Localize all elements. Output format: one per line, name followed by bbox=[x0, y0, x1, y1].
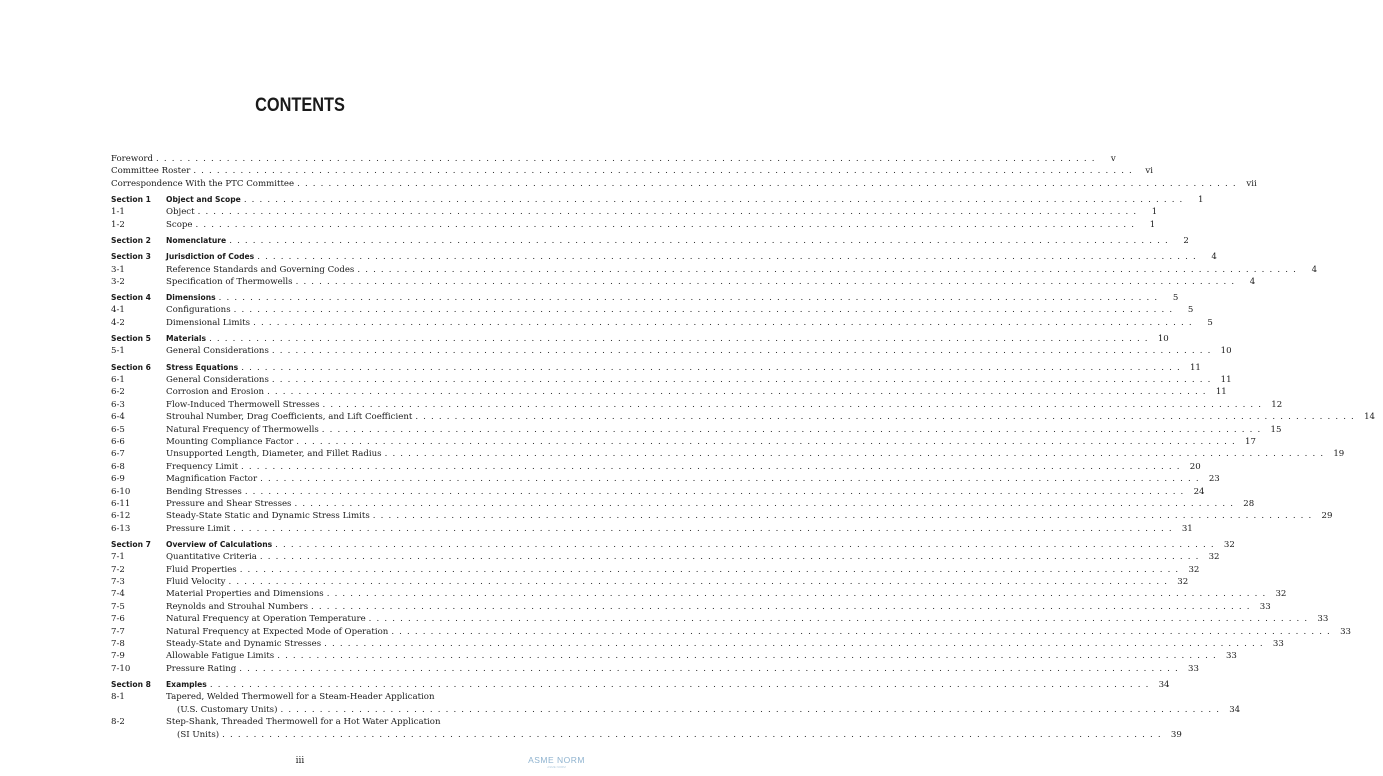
dot-leader: . . . . . . . . . . . . . . . . . . . . . . . . . . . . . . . . . . . . . . . . . . . . . . . . . . . . . . . . . . . . . . . . . . . . . . . . . . . . . . . . . . . . . . . . . . . . . . . . . . . . . . . . . . . . . . . . . . . . . . . . bbox=[195, 219, 1136, 230]
toc-entry[interactable] bbox=[111, 498, 1255, 510]
toc-entry-page: 4 bbox=[1211, 252, 1217, 263]
toc-entry-title: General Considerations bbox=[166, 375, 269, 386]
toc-entry-title: Step-Shank, Threaded Thermowell for a Hot Water Application bbox=[166, 717, 441, 728]
toc-entry[interactable] bbox=[111, 486, 1205, 498]
toc-entry-page: 10 bbox=[1220, 346, 1232, 357]
page-number: iii bbox=[295, 756, 305, 766]
dot-leader: . . . . . . . . . . . . . . . . . . . . . . . . . . . . . . . . . . . . . . . . . . . . . . . . . . . . . . . . . . . . . . . . . . . . . . . . . . . . . . . . . . . . . . . . . . . . . . . . . . . . . . . . . . . . . . . . . . . . . . . . bbox=[277, 651, 1217, 662]
toc-entry-page: 39 bbox=[1170, 729, 1182, 740]
toc-entry-page: 33 bbox=[1259, 601, 1271, 612]
toc-entry-title: Overview of Calculations bbox=[166, 539, 273, 549]
toc-entry-page: 33 bbox=[1272, 639, 1284, 650]
toc-entry-page: 11 bbox=[1215, 387, 1227, 398]
toc-entry-page: vi bbox=[1145, 166, 1153, 177]
toc-entry-title: Configurations bbox=[166, 305, 231, 316]
watermark-text: ASME NORM bbox=[528, 755, 585, 765]
toc-entry-page: 1 bbox=[1198, 194, 1204, 205]
page-title: CONTENTS bbox=[255, 95, 345, 116]
toc-entry-number: 7-9 bbox=[111, 651, 125, 662]
toc-entry-page: 2 bbox=[1183, 235, 1189, 246]
dot-leader: . . . . . . . . . . . . . . . . . . . . . . . . . . . . . . . . . . . . . . . . . . . . . . . . . . . . . . . . . . . . . . . . . . . . . . . . . . . . . . . . . . . . . . . . . . . . . . . . . . . . . . . . . . . . . . . . . . . . . . . . bbox=[257, 252, 1197, 263]
toc-entry-title: Scope bbox=[166, 219, 193, 230]
toc-entry-title: Dimensions bbox=[166, 293, 216, 303]
toc-entry-number: 8-2 bbox=[111, 717, 125, 728]
toc-entry-title: Natural Frequency of Thermowells bbox=[166, 424, 319, 435]
toc-entry-page: 14 bbox=[1364, 412, 1375, 423]
toc-entry-title: General Considerations bbox=[166, 346, 269, 357]
toc-entry-page: 17 bbox=[1245, 436, 1256, 447]
dot-leader: . . . . . . . . . . . . . . . . . . . . . . . . . . . . . . . . . . . . . . . . . . . . . . . . . . . . . . . . . . . . . . . . . . . . . . . . . . . . . . . . . . . . . . . . . . . . . . . . . . . . . . . . . . . . . . . . . . . . . . . . bbox=[259, 552, 1200, 563]
toc-entry-number: 6-5 bbox=[111, 424, 125, 435]
dot-leader: . . . . . . . . . . . . . . . . . . . . . . . . . . . . . . . . . . . . . . . . . . . . . . . . . . . . . . . . . . . . . . . . . . . . . . . . . . . . . . . . . . . . . . . . . . . . . . . . . . . . . . . . . . . . . . . . . . . . . . . . bbox=[241, 461, 1181, 472]
toc-entry-title: Quantitative Criteria bbox=[166, 552, 257, 563]
toc-entry-title: (U.S. Customary Units) bbox=[177, 704, 278, 715]
toc-entry-number: Section 6 bbox=[111, 362, 151, 372]
toc-entry-title: Correspondence With the PTC Committee bbox=[111, 178, 295, 189]
toc-entry-page: 11 bbox=[1189, 362, 1201, 373]
toc-entry-page: 34 bbox=[1158, 680, 1170, 690]
toc-entry[interactable] bbox=[111, 374, 1232, 386]
toc-entry-title: Committee Roster bbox=[111, 166, 191, 177]
toc-entry-page: 32 bbox=[1208, 552, 1220, 563]
toc-entry-page: 32 bbox=[1188, 564, 1200, 575]
toc-entry[interactable] bbox=[111, 153, 1116, 165]
toc-entry-page: 15 bbox=[1270, 424, 1282, 435]
toc-entry[interactable] bbox=[111, 399, 1283, 411]
dot-leader: . . . . . . . . . . . . . . . . . . . . . . . . . . . . . . . . . . . . . . . . . . . . . . . . . . . . . . . . . . . . . . . . . . . . . . . . . . . . . . . . . . . . . . . . . . . . . . . . . . . . . . . . . . . . . . . . . . . . . . . . bbox=[296, 436, 1236, 447]
toc-entry[interactable] bbox=[111, 461, 1201, 473]
toc-entry[interactable] bbox=[111, 333, 1169, 345]
toc-entry-number: 7-5 bbox=[111, 601, 125, 612]
toc-entry-number: 5-1 bbox=[111, 346, 125, 357]
toc-entry-title: Pressure and Shear Stresses bbox=[166, 498, 292, 509]
toc-entry-page: 34 bbox=[1229, 704, 1241, 715]
toc-entry-number: 7-10 bbox=[111, 663, 131, 674]
toc-entry-page: vii bbox=[1246, 178, 1257, 189]
toc-entry-number: 6-2 bbox=[111, 387, 125, 398]
toc-entry-title: Specification of Thermowells bbox=[166, 276, 293, 287]
toc-entry[interactable] bbox=[111, 317, 1213, 329]
toc-entry[interactable] bbox=[111, 510, 1333, 522]
dot-leader: . . . . . . . . . . . . . . . . . . . . . . . . . . . . . . . . . . . . . . . . . . . . . . . . . . . . . . . . . . . . . . . . . . . . . . . . . . . . . . . . . . . . . . . . . . . . . . . . . . . . . . . . . . . . . . . . . . . . . . . . bbox=[239, 663, 1179, 674]
toc-entry-page: 19 bbox=[1333, 449, 1345, 460]
toc-entry-number: 6-4 bbox=[111, 412, 125, 423]
toc-entry[interactable] bbox=[111, 539, 1235, 551]
dot-leader: . . . . . . . . . . . . . . . . . . . . . . . . . . . . . . . . . . . . . . . . . . . . . . . . . . . . . . . . . . . . . . . . . . . . . . . . . . . . . . . . . . . . . . . . . . . . . . . . . . . . . . . . . . . . . . . . . . . . . . . . bbox=[280, 704, 1221, 715]
toc-entry-number: Section 5 bbox=[111, 334, 151, 344]
toc-entry-page: 1 bbox=[1151, 207, 1158, 218]
toc-entry-title: Materials bbox=[166, 334, 207, 344]
dot-leader: . . . . . . . . . . . . . . . . . . . . . . . . . . . . . . . . . . . . . . . . . . . . . . . . . . . . . . . . . . . . . . . . . . . . . . . . . . . . . . . . . . . . . . . . . . . . . . . . . . . . . . . . . . . . . . . . . . . . . . . . bbox=[244, 486, 1185, 497]
toc-entry[interactable] bbox=[111, 178, 1257, 190]
dot-leader: . . . . . . . . . . . . . . . . . . . . . . . . . . . . . . . . . . . . . . . . . . . . . . . . . . . . . . . . . . . . . . . . . . . . . . . . . . . . . . . . . . . . . . . . . . . . . . . . . . . . . . . . . . . . . . . . . . . . . . . . bbox=[229, 235, 1169, 246]
toc-entry[interactable] bbox=[111, 601, 1271, 613]
toc-entry[interactable] bbox=[111, 679, 1170, 691]
toc-entry[interactable] bbox=[111, 362, 1201, 374]
toc-entry[interactable] bbox=[111, 716, 512, 728]
dot-leader: . . . . . . . . . . . . . . . . . . . . . . . . . . . . . . . . . . . . . . . . . . . . . . . . . . . . . . . . . . . . . . . . . . . . . . . . . . . . . . . . . . . . . . . . . . . . . . . . . . . . . . . . . . . . . . . . . . . . . . . . bbox=[197, 207, 1138, 218]
toc-entry-number: 4-2 bbox=[111, 317, 125, 328]
toc-entry[interactable] bbox=[111, 729, 1182, 741]
toc-entry-title: Fluid Velocity bbox=[166, 577, 226, 588]
toc-entry-number: 6-8 bbox=[111, 461, 125, 472]
toc-entry[interactable] bbox=[111, 473, 1220, 485]
toc-entry-title: Reference Standards and Governing Codes bbox=[166, 264, 355, 275]
toc-entry[interactable] bbox=[111, 663, 1199, 675]
toc-entry-page: 5 bbox=[1187, 305, 1194, 316]
toc-entry-title: Object and Scope bbox=[166, 194, 241, 204]
dot-leader: . . . . . . . . . . . . . . . . . . . . . . . . . . . . . . . . . . . . . . . . . . . . . . . . . . . . . . . . . . . . . . . . . . . . . . . . . . . . . . . . . . . . . . . . . . . . . . . . . . . . . . . . . . . . . . . . . . . . . . . . bbox=[297, 178, 1237, 189]
toc-entry-number: 3-2 bbox=[111, 276, 125, 287]
toc-entry-page: 12 bbox=[1271, 399, 1283, 410]
toc-entry-title: Jurisdiction of Codes bbox=[166, 252, 255, 262]
table-of-contents bbox=[111, 153, 1375, 741]
toc-entry-title: (SI Units) bbox=[177, 729, 220, 740]
toc-entry[interactable] bbox=[111, 564, 1200, 576]
toc-entry-page: 10 bbox=[1157, 334, 1169, 345]
toc-entry-number: 3-1 bbox=[111, 264, 125, 275]
toc-entry-number: 7-8 bbox=[111, 639, 125, 650]
toc-entry[interactable] bbox=[111, 588, 1287, 600]
dot-leader: . . . . . . . . . . . . . . . . . . . . . . . . . . . . . . . . . . . . . . . . . . . . . . . . . . . . . . . . . . . . . . . . . . . . . . . . . . . . . . . . . . . . . . . . . . . . . . . . . . . . . . . . . . . . . . . . . . . . . . . . bbox=[271, 375, 1212, 386]
toc-entry-number: Section 1 bbox=[111, 194, 151, 204]
toc-entry[interactable] bbox=[111, 292, 1179, 304]
toc-entry-page: 23 bbox=[1208, 474, 1220, 485]
toc-entry[interactable] bbox=[111, 704, 1241, 716]
dot-leader: . . . . . . . . . . . . . . . . . . . . . . . . . . . . . . . . . . . . . . . . . . . . . . . . . . . . . . . . . . . . . . . . . . . . . . . . . . . . . . . . . . . . . . . . . . . . . . . . . . . . . . . . . . . . . . . . . . . . . . . . bbox=[321, 424, 1262, 435]
dot-leader: . . . . . . . . . . . . . . . . . . . . . . . . . . . . . . . . . . . . . . . . . . . . . . . . . . . . . . . . . . . . . . . . . . . . . . . . . . . . . . . . . . . . . . . . . . . . . . . . . . . . . . . . . . . . . . . . . . . . . . . . bbox=[233, 523, 1173, 534]
dot-leader: . . . . . . . . . . . . . . . . . . . . . . . . . . . . . . . . . . . . . . . . . . . . . . . . . . . . . . . . . . . . . . . . . . . . . . . . . . . . . . . . . . . . . . . . . . . . . . . . . . . . . . . . . . . . . . . . . . . . . . . . bbox=[241, 362, 1181, 373]
toc-entry-number: Section 3 bbox=[111, 252, 151, 262]
watermark-subtext: ASME NORM bbox=[547, 765, 566, 769]
toc-entry-title: Pressure Limit bbox=[166, 523, 231, 534]
toc-entry-title: Dimensional Limits bbox=[166, 317, 251, 328]
dot-leader: . . . . . . . . . . . . . . . . . . . . . . . . . . . . . . . . . . . . . . . . . . . . . . . . . . . . . . . . . . . . . . . . . . . . . . . . . . . . . . . . . . . . . . . . . . . . . . . . . . . . . . . . . . . . . . . . . . . . . . . . bbox=[253, 317, 1193, 328]
toc-entry[interactable] bbox=[111, 691, 512, 703]
dot-leader: . . . . . . . . . . . . . . . . . . . . . . . . . . . . . . . . . . . . . . . . . . . . . . . . . . . . . . . . . . . . . . . . . . . . . . . . . . . . . . . . . . . . . . . . . . . . . . . . . . . . . . . . . . . . . . . . . . . . . . . . bbox=[311, 601, 1251, 612]
toc-entry-title: Reynolds and Strouhal Numbers bbox=[166, 601, 309, 612]
dot-leader: . . . . . . . . . . . . . . . . . . . . . . . . . . . . . . . . . . . . . . . . . . . . . . . . . . . . . . . . . . . . . . . . . . . . . . . . . . . . . . . . . . . . . . . . . . . . . . . . . . . . . . . . . . . . . . . . . . . . . . . . bbox=[209, 680, 1150, 690]
toc-entry-page: 32 bbox=[1275, 589, 1287, 600]
dot-leader: . . . . . . . . . . . . . . . . . . . . . . . . . . . . . . . . . . . . . . . . . . . . . . . . . . . . . . . . . . . . . . . . . . . . . . . . . . . . . . . . . . . . . . . . . . . . . . . . . . . . . . . . . . . . . . . . . . . . . . . . bbox=[271, 346, 1212, 357]
dot-leader: . . . . . . . . . . . . . . . . . . . . . . . . . . . . . . . . . . . . . . . . . . . . . . . . . . . . . . . . . . . . . . . . . . . . . . . . . . . . . . . . . . . . . . . . . . . . . . . . . . . . . . . . . . . . . . . . . . . . . . . . bbox=[324, 639, 1264, 650]
toc-entry-number: Section 4 bbox=[111, 293, 151, 303]
toc-entry-page: 33 bbox=[1225, 651, 1237, 662]
toc-entry-number: 6-12 bbox=[111, 511, 131, 522]
toc-entry[interactable] bbox=[111, 386, 1227, 398]
toc-entry[interactable] bbox=[111, 613, 1329, 625]
toc-entry-page: 4 bbox=[1311, 264, 1318, 275]
dot-leader: . . . . . . . . . . . . . . . . . . . . . . . . . . . . . . . . . . . . . . . . . . . . . . . . . . . . . . . . . . . . . . . . . . . . . . . . . . . . . . . . . . . . . . . . . . . . . . . . . . . . . . . . . . . . . . . . . . . . . . . . bbox=[415, 412, 1355, 423]
toc-entry-title: Pressure Rating bbox=[166, 663, 237, 674]
toc-entry-title: Frequency Limit bbox=[166, 461, 239, 472]
toc-entry-number: 6-3 bbox=[111, 399, 125, 410]
toc-entry-title: Foreword bbox=[111, 154, 153, 164]
toc-entry[interactable] bbox=[111, 436, 1256, 448]
dot-leader: . . . . . . . . . . . . . . . . . . . . . . . . . . . . . . . . . . . . . . . . . . . . . . . . . . . . . . . . . . . . . . . . . . . . . . . . . . . . . . . . . . . . . . . . . . . . . . . . . . . . . . . . . . . . . . . . . . . . . . . . bbox=[243, 194, 1184, 205]
toc-entry-page: v bbox=[1110, 154, 1116, 164]
toc-entry-page: 28 bbox=[1243, 498, 1255, 509]
toc-entry-number: 7-4 bbox=[111, 589, 125, 600]
toc-entry[interactable] bbox=[111, 264, 1318, 276]
toc-entry-title: Natural Frequency at Expected Mode of Operation bbox=[166, 626, 389, 637]
toc-entry-number: Section 2 bbox=[111, 235, 151, 245]
toc-entry[interactable] bbox=[111, 448, 1345, 460]
toc-entry-number: 6-13 bbox=[111, 523, 131, 534]
toc-entry-number: 6-6 bbox=[111, 436, 125, 447]
dot-leader: . . . . . . . . . . . . . . . . . . . . . . . . . . . . . . . . . . . . . . . . . . . . . . . . . . . . . . . . . . . . . . . . . . . . . . . . . . . . . . . . . . . . . . . . . . . . . . . . . . . . . . . . . . . . . . . . . . . . . . . . bbox=[260, 474, 1200, 485]
toc-entry-title: Mounting Compliance Factor bbox=[166, 436, 294, 447]
toc-entry-title: Strouhal Number, Drag Coefficients, and Lift Coefficient bbox=[166, 412, 413, 423]
dot-leader: . . . . . . . . . . . . . . . . . . . . . . . . . . . . . . . . . . . . . . . . . . . . . . . . . . . . . . . . . . . . . . . . . . . . . . . . . . . . . . . . . . . . . . . . . . . . . . . . . . . . . . . . . . . . . . . . . . . . . . . . bbox=[193, 166, 1133, 177]
toc-entry[interactable] bbox=[111, 194, 1204, 206]
toc-entry[interactable] bbox=[111, 276, 1256, 288]
toc-entry-title: Steady-State Static and Dynamic Stress Limits bbox=[166, 511, 370, 522]
toc-entry-title: Material Properties and Dimensions bbox=[166, 589, 324, 600]
dot-leader: . . . . . . . . . . . . . . . . . . . . . . . . . . . . . . . . . . . . . . . . . . . . . . . . . . . . . . . . . . . . . . . . . . . . . . . . . . . . . . . . . . . . . . . . . . . . . . . . . . . . . . . . . . . . . . . . . . . . . . . . bbox=[391, 626, 1331, 637]
dot-leader: . . . . . . . . . . . . . . . . . . . . . . . . . . . . . . . . . . . . . . . . . . . . . . . . . . . . . . . . . . . . . . . . . . . . . . . . . . . . . . . . . . . . . . . . . . . . . . . . . . . . . . . . . . . . . . . . . . . . . . . . bbox=[372, 511, 1313, 522]
dot-leader: . . . . . . . . . . . . . . . . . . . . . . . . . . . . . . . . . . . . . . . . . . . . . . . . . . . . . . . . . . . . . . . . . . . . . . . . . . . . . . . . . . . . . . . . . . . . . . . . . . . . . . . . . . . . . . . . . . . . . . . . bbox=[326, 589, 1267, 600]
toc-entry-number: 6-1 bbox=[111, 375, 125, 386]
toc-entry-title: Magnification Factor bbox=[166, 474, 258, 485]
dot-leader: . . . . . . . . . . . . . . . . . . . . . . . . . . . . . . . . . . . . . . . . . . . . . . . . . . . . . . . . . . . . . . . . . . . . . . . . . . . . . . . . . . . . . . . . . . . . . . . . . . . . . . . . . . . . . . . . . . . . . . . . bbox=[384, 449, 1325, 460]
toc-entry-title: Allowable Fatigue Limits bbox=[166, 651, 275, 662]
dot-leader: . . . . . . . . . . . . . . . . . . . . . . . . . . . . . . . . . . . . . . . . . . . . . . . . . . . . . . . . . . . . . . . . . . . . . . . . . . . . . . . . . . . . . . . . . . . . . . . . . . . . . . . . . . . . . . . . . . . . . . . . bbox=[275, 539, 1215, 550]
toc-entry-page: 5 bbox=[1207, 317, 1213, 328]
toc-entry[interactable] bbox=[111, 411, 1375, 423]
dot-leader: . . . . . . . . . . . . . . . . . . . . . . . . . . . . . . . . . . . . . . . . . . . . . . . . . . . . . . . . . . . . . . . . . . . . . . . . . . . . . . . . . . . . . . . . . . . . . . . . . . . . . . . . . . . . . . . . . . . . . . . . bbox=[156, 154, 1096, 164]
toc-entry[interactable] bbox=[111, 523, 1193, 535]
toc-entry-page: 31 bbox=[1181, 523, 1193, 534]
toc-entry-number: 7-1 bbox=[111, 552, 125, 563]
toc-entry-page: 32 bbox=[1177, 577, 1189, 588]
toc-entry-number: 1-2 bbox=[111, 219, 125, 230]
toc-entry[interactable] bbox=[111, 165, 1153, 177]
toc-entry-number: 7-6 bbox=[111, 614, 125, 625]
dot-leader: . . . . . . . . . . . . . . . . . . . . . . . . . . . . . . . . . . . . . . . . . . . . . . . . . . . . . . . . . . . . . . . . . . . . . . . . . . . . . . . . . . . . . . . . . . . . . . . . . . . . . . . . . . . . . . . . . . . . . . . . bbox=[368, 614, 1309, 625]
toc-entry-page: 33 bbox=[1317, 614, 1329, 625]
toc-entry[interactable] bbox=[111, 650, 1237, 662]
toc-entry-title: Nomenclature bbox=[166, 235, 227, 245]
toc-entry-page: 1 bbox=[1149, 219, 1156, 230]
toc-entry-page: 24 bbox=[1193, 486, 1205, 497]
toc-entry[interactable] bbox=[111, 551, 1220, 563]
toc-entry-number: 7-2 bbox=[111, 564, 125, 575]
toc-entry-page: 33 bbox=[1340, 626, 1351, 637]
dot-leader: . . . . . . . . . . . . . . . . . . . . . . . . . . . . . . . . . . . . . . . . . . . . . . . . . . . . . . . . . . . . . . . . . . . . . . . . . . . . . . . . . . . . . . . . . . . . . . . . . . . . . . . . . . . . . . . . . . . . . . . . bbox=[239, 564, 1180, 575]
toc-entry-title: Object bbox=[166, 207, 195, 218]
toc-entry[interactable] bbox=[111, 219, 1156, 231]
toc-entry-title: Examples bbox=[166, 680, 207, 689]
dot-leader: . . . . . . . . . . . . . . . . . . . . . . . . . . . . . . . . . . . . . . . . . . . . . . . . . . . . . . . . . . . . . . . . . . . . . . . . . . . . . . . . . . . . . . . . . . . . . . . . . . . . . . . . . . . . . . . . . . . . . . . . bbox=[267, 387, 1207, 398]
toc-entry-title: Natural Frequency at Operation Temperature bbox=[166, 614, 366, 625]
toc-entry-number: 1-1 bbox=[111, 207, 125, 218]
toc-entry[interactable] bbox=[111, 304, 1194, 316]
toc-entry-title: Tapered, Welded Thermowell for a Steam-Header Application bbox=[166, 692, 435, 703]
toc-entry[interactable] bbox=[111, 251, 1217, 263]
toc-entry[interactable] bbox=[111, 626, 1351, 638]
toc-entry-title: Bending Stresses bbox=[166, 486, 242, 497]
toc-entry[interactable] bbox=[111, 638, 1284, 650]
dot-leader: . . . . . . . . . . . . . . . . . . . . . . . . . . . . . . . . . . . . . . . . . . . . . . . . . . . . . . . . . . . . . . . . . . . . . . . . . . . . . . . . . . . . . . . . . . . . . . . . . . . . . . . . . . . . . . . . . . . . . . . . bbox=[295, 276, 1236, 287]
toc-entry[interactable] bbox=[111, 345, 1232, 357]
toc-entry-page: 32 bbox=[1223, 539, 1235, 550]
toc-entry[interactable] bbox=[111, 206, 1158, 218]
dot-leader: . . . . . . . . . . . . . . . . . . . . . . . . . . . . . . . . . . . . . . . . . . . . . . . . . . . . . . . . . . . . . . . . . . . . . . . . . . . . . . . . . . . . . . . . . . . . . . . . . . . . . . . . . . . . . . . . . . . . . . . . bbox=[209, 334, 1149, 345]
toc-entry-title: Corrosion and Erosion bbox=[166, 387, 265, 398]
toc-entry-number: 7-3 bbox=[111, 577, 125, 588]
toc-entry-number: 6-11 bbox=[111, 498, 131, 509]
toc-entry-number: 6-9 bbox=[111, 474, 125, 485]
dot-leader: . . . . . . . . . . . . . . . . . . . . . . . . . . . . . . . . . . . . . . . . . . . . . . . . . . . . . . . . . . . . . . . . . . . . . . . . . . . . . . . . . . . . . . . . . . . . . . . . . . . . . . . . . . . . . . . . . . . . . . . . bbox=[233, 305, 1174, 316]
toc-entry-number: 4-1 bbox=[111, 305, 125, 316]
dot-leader: . . . . . . . . . . . . . . . . . . . . . . . . . . . . . . . . . . . . . . . . . . . . . . . . . . . . . . . . . . . . . . . . . . . . . . . . . . . . . . . . . . . . . . . . . . . . . . . . . . . . . . . . . . . . . . . . . . . . . . . . bbox=[322, 399, 1263, 410]
toc-entry-page: 20 bbox=[1189, 461, 1201, 472]
dot-leader: . . . . . . . . . . . . . . . . . . . . . . . . . . . . . . . . . . . . . . . . . . . . . . . . . . . . . . . . . . . . . . . . . . . . . . . . . . . . . . . . . . . . . . . . . . . . . . . . . . . . . . . . . . . . . . . . . . . . . . . . bbox=[357, 264, 1298, 275]
toc-entry-page: 4 bbox=[1249, 276, 1256, 287]
toc-entry-title: Steady-State and Dynamic Stresses bbox=[166, 639, 322, 650]
toc-entry-number: 6-10 bbox=[111, 486, 131, 497]
toc-entry-number: Section 7 bbox=[111, 539, 151, 549]
toc-entry-page: 11 bbox=[1220, 375, 1232, 386]
dot-leader: . . . . . . . . . . . . . . . . . . . . . . . . . . . . . . . . . . . . . . . . . . . . . . . . . . . . . . . . . . . . . . . . . . . . . . . . . . . . . . . . . . . . . . . . . . . . . . . . . . . . . . . . . . . . . . . . . . . . . . . . bbox=[228, 577, 1169, 588]
toc-entry-page: 33 bbox=[1188, 663, 1199, 674]
toc-entry[interactable] bbox=[111, 235, 1189, 247]
toc-entry[interactable] bbox=[111, 576, 1189, 588]
toc-entry-title: Stress Equations bbox=[166, 362, 239, 372]
toc-entry-page: 29 bbox=[1321, 511, 1333, 522]
toc-entry-page: 5 bbox=[1172, 293, 1179, 304]
toc-entry-title: Fluid Properties bbox=[166, 564, 237, 575]
toc-entry-title: Unsupported Length, Diameter, and Fillet Radius bbox=[166, 449, 382, 460]
toc-entry[interactable] bbox=[111, 424, 1282, 436]
toc-entry-number: Section 8 bbox=[111, 680, 151, 689]
dot-leader: . . . . . . . . . . . . . . . . . . . . . . . . . . . . . . . . . . . . . . . . . . . . . . . . . . . . . . . . . . . . . . . . . . . . . . . . . . . . . . . . . . . . . . . . . . . . . . . . . . . . . . . . . . . . . . . . . . . . . . . . bbox=[218, 293, 1159, 304]
watermark-logo bbox=[528, 755, 585, 769]
toc-entry-number: 6-7 bbox=[111, 449, 125, 460]
toc-entry-title: Flow-Induced Thermowell Stresses bbox=[166, 399, 320, 410]
dot-leader: . . . . . . . . . . . . . . . . . . . . . . . . . . . . . . . . . . . . . . . . . . . . . . . . . . . . . . . . . . . . . . . . . . . . . . . . . . . . . . . . . . . . . . . . . . . . . . . . . . . . . . . . . . . . . . . . . . . . . . . . bbox=[222, 729, 1162, 740]
toc-entry-number: 7-7 bbox=[111, 626, 125, 637]
toc-entry-number: 8-1 bbox=[111, 692, 125, 703]
dot-leader: . . . . . . . . . . . . . . . . . . . . . . . . . . . . . . . . . . . . . . . . . . . . . . . . . . . . . . . . . . . . . . . . . . . . . . . . . . . . . . . . . . . . . . . . . . . . . . . . . . . . . . . . . . . . . . . . . . . . . . . . bbox=[294, 498, 1235, 509]
